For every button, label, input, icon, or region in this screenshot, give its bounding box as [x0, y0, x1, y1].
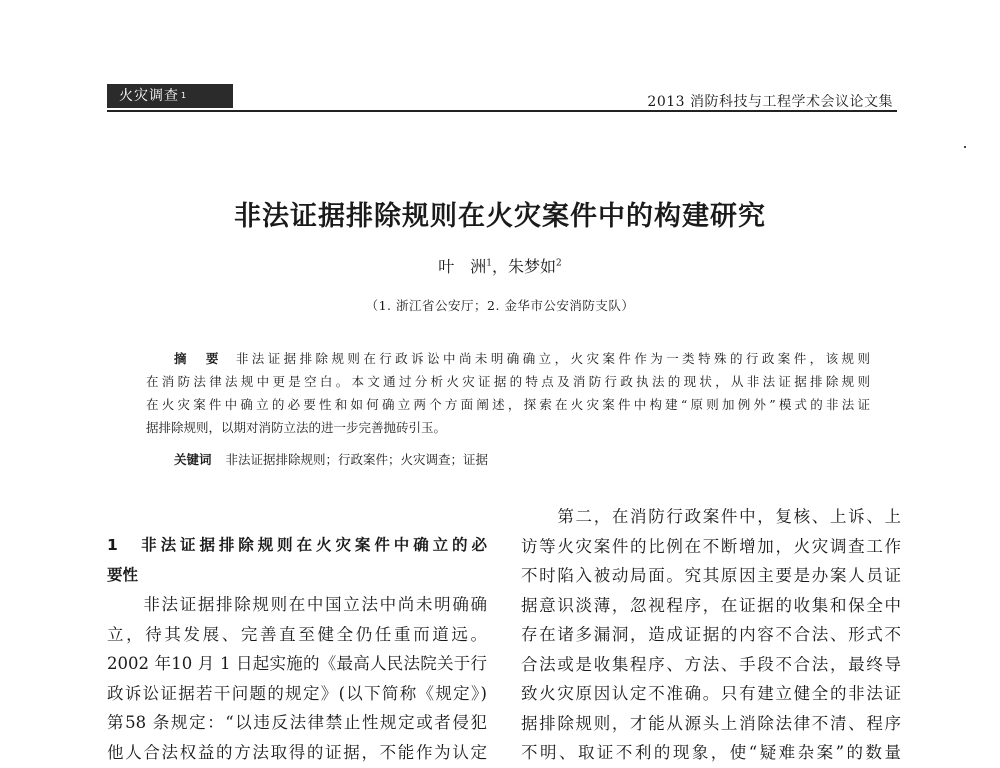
abstract-label: 摘 要	[174, 351, 222, 366]
body-line: 存在诸多漏洞，造成证据的内容不合法、形式不	[521, 625, 901, 644]
body-column-left	[107, 531, 487, 767]
author-separator: ，	[491, 257, 508, 276]
author-1: 叶 洲	[438, 257, 487, 276]
affiliations: （1. 浙江省公安厅；2. 金华市公安消防支队）	[365, 298, 635, 313]
journal-title: 2013 消防科技与工程学术会议论文集	[647, 94, 893, 110]
body-line: 非法证据排除规则在中国立法中尚未明确确	[107, 595, 487, 614]
abstract-text: 非法证据排除规则在行政诉讼中尚未明确确立，火灾案件作为一类特殊的行政案件，该规则	[235, 351, 870, 366]
section-tag	[107, 84, 233, 108]
section-heading: 1 非法证据排除规则在火灾案件中确立的必	[107, 536, 487, 554]
body-line: 第二，在消防行政案件中，复核、上诉、上	[521, 507, 901, 526]
body-line: 致火灾原因认定不准确。只有建立健全的非法证	[521, 684, 901, 703]
keywords	[174, 450, 488, 468]
keywords-label: 关键词	[174, 452, 212, 467]
body-line: 据意识淡薄，忽视程序，在证据的收集和保全中	[521, 595, 901, 615]
section-tag-mark: 1	[181, 91, 188, 100]
header-rule	[107, 110, 897, 112]
author-2-affil-mark: 2	[556, 258, 562, 269]
authors	[0, 254, 1000, 277]
body-line: 第58 条规定：“以违反法律禁止性规定或者侵犯	[107, 713, 487, 732]
paper-title: 非法证据排除规则在火灾案件中的构建研究	[234, 201, 766, 232]
body-line: 合法或是收集程序、方法、手段不合法，最终导	[521, 654, 901, 674]
section-heading-cont: 要性	[107, 565, 139, 584]
keywords-text: 非法证据排除规则；行政案件；火灾调查；证据	[225, 452, 489, 467]
abstract-line: 据排除规则，以期对消防立法的进一步完善抛砖引玉。	[146, 420, 447, 435]
body-column-right	[521, 502, 901, 768]
abstract-line: 在火灾案件中确立的必要性和如何确立两个方面阐述，探索在火灾案件中构建“原则加例外”模式的非法证	[146, 397, 870, 412]
body-line: 政诉讼证据若干问题的规定》(以下简称《规定》)	[107, 683, 487, 703]
section-tag-label: 火灾调查	[119, 88, 179, 104]
author-1-affil-mark: 1	[486, 258, 492, 269]
body-line: 不明、取证不利的现象，使“疑难杂案”的数量	[521, 743, 901, 762]
body-line: 据排除规则，才能从源头上消除法律不清、程序	[521, 713, 901, 733]
body-line: 立，待其发展、完善直至健全仍任重而道远。	[107, 624, 487, 644]
abstract	[146, 347, 870, 439]
body-line: 不时陷入被动局面。究其原因主要是办案人员证	[521, 566, 901, 585]
body-line: 他人合法权益的方法取得的证据，不能作为认定	[107, 742, 487, 762]
scan-speck	[964, 146, 966, 148]
body-line: 访等火灾案件的比例在不断增加，火灾调查工作	[521, 536, 901, 556]
body-line: 2002 年10 月 1 日起实施的《最高人民法院关于行	[107, 654, 487, 673]
author-2: 朱梦如	[508, 257, 557, 276]
abstract-line	[146, 347, 870, 370]
abstract-line: 在消防法律法规中更是空白。本文通过分析火灾证据的特点及消防行政执法的现状，从非法证据排除规则	[146, 374, 870, 389]
